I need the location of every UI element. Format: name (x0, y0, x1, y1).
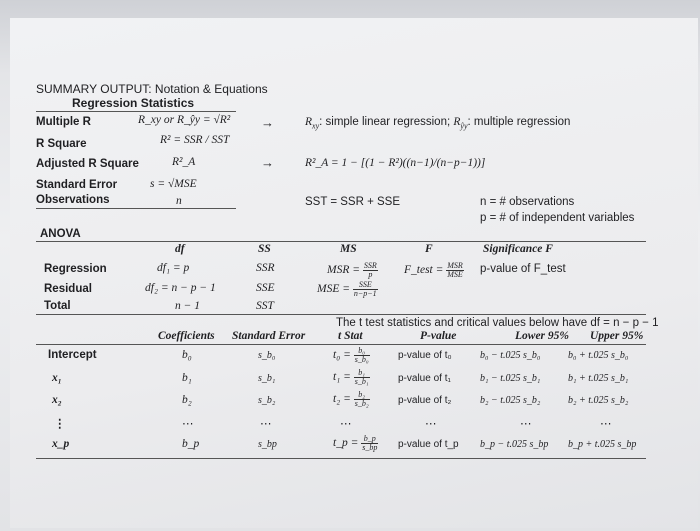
coef-value: b₂ (182, 394, 192, 406)
formula-r-square: R² = SSR / SST (160, 134, 230, 146)
coef-row-label: x₁ (52, 372, 62, 384)
ellipsis: ⋯ (520, 418, 532, 430)
anova-row-label: Residual (44, 283, 92, 295)
anova-residual-ms: MSE = $\frac{\text{SSE}}{n-p-1}$ (317, 280, 377, 298)
anova-col-significance-f: Significance F (483, 243, 553, 255)
anova-regression-ms: MSR = $\frac{\text{SSR}}{p}$ (327, 261, 377, 279)
coef-row-label: Intercept (48, 349, 97, 361)
coef-row-label: ⋮ (54, 418, 66, 430)
ellipsis: ⋯ (260, 418, 272, 430)
df-note: The t test statistics and critical values below have df = n − p − 1 (336, 317, 659, 329)
anova-regression-f: F_test = $\frac{\text{MSR}}{\text{MSE}}$ (404, 261, 463, 279)
coef-standard-error: s_bp (258, 439, 277, 450)
stat-label-adjusted-r-square: Adjusted R Square (36, 158, 139, 170)
coef-lower-95: b_p − t.025 s_bp (480, 439, 549, 450)
coef-value: b₀ (182, 349, 192, 361)
formula-observations: n (176, 195, 182, 207)
coef-row-label: x_p (52, 438, 70, 450)
stat-label-standard-error: Standard Error (36, 179, 118, 191)
coef-t-stat: t₂ = $\frac{\text{b₂}}{\text{s\_b₂}}$ (333, 390, 369, 408)
ellipsis: ⋯ (425, 418, 437, 430)
coef-value: b_p (182, 438, 200, 450)
coef-t-stat: t₁ = $\frac{\text{b₁}}{\text{s\_b₁}}$ (333, 368, 369, 386)
anova-row-label: Total (44, 300, 71, 312)
coef-value: b₁ (182, 372, 192, 384)
note-sst: SST = SSR + SSE (305, 196, 401, 208)
coef-p-value: p-value of t_p (398, 439, 459, 450)
coef-standard-error: s_b₁ (258, 373, 276, 384)
divider (36, 344, 646, 345)
divider (36, 111, 236, 112)
anova-regression-df: df₁ = p (157, 262, 190, 274)
formula-adjusted-r-square: R²_A (172, 156, 196, 168)
coef-p-value: p-value of t₂ (398, 395, 452, 406)
anova-col-ss: SS (258, 243, 271, 255)
divider (36, 458, 646, 459)
anova-regression-significance: p-value of F_test (480, 263, 566, 275)
coef-p-value: p-value of t₀ (398, 350, 452, 361)
coef-col-p-value: P-value (420, 330, 457, 342)
coef-upper-95: b₂ + t.025 s_b₂ (568, 395, 629, 406)
anova-regression-ss: SSR (256, 262, 275, 274)
coef-lower-95: b₂ − t.025 s_b₂ (480, 395, 541, 406)
note-multiple-r: $R_{xy}$: simple linear regression; $R_{ŷy}$: multiple regression (305, 116, 571, 131)
arrow-icon: → (261, 155, 274, 170)
page-title: SUMMARY OUTPUT: Notation & Equations (36, 82, 268, 96)
stat-label-r-square: R Square (36, 138, 87, 150)
coef-p-value: p-value of t₁ (398, 373, 451, 384)
coef-col-standard-error: Standard Error (232, 330, 306, 342)
coef-upper-95: b_p + t.025 s_bp (568, 439, 637, 450)
coef-t-stat: t_p = $\frac{b\_p}{s\_bp}$ (333, 434, 378, 452)
note-p-definition: p = # of independent variables (480, 212, 635, 224)
arrow-icon: → (261, 115, 274, 130)
coef-upper-95: b₀ + t.025 s_b₀ (568, 350, 629, 361)
coef-upper-95: b₁ + t.025 s_b₁ (568, 373, 629, 384)
regression-statistics-heading: Regression Statistics (72, 96, 195, 110)
anova-heading: ANOVA (40, 228, 81, 240)
anova-residual-ss: SSE (256, 282, 275, 294)
anova-col-ms: MS (340, 243, 357, 255)
formula-standard-error: s = √MSE (150, 178, 197, 190)
coef-col-lower-95: Lower 95% (515, 330, 569, 342)
coef-col-coefficients: Coefficients (158, 330, 215, 342)
anova-col-f: F (425, 243, 433, 255)
divider (36, 314, 646, 315)
coef-standard-error: s_b₀ (258, 350, 276, 361)
coef-row-label: x₂ (52, 394, 62, 406)
coef-col-upper-95: Upper 95% (590, 330, 644, 342)
anova-total-df: n − 1 (175, 300, 201, 312)
ellipsis: ⋯ (600, 418, 612, 430)
formula-multiple-r: R_xy or R_ŷy = √R² (138, 114, 231, 126)
stat-label-observations: Observations (36, 194, 110, 206)
coef-standard-error: s_b₂ (258, 395, 276, 406)
anova-col-df: df (175, 243, 185, 255)
note-adjusted-r-square: R²_A = 1 − [(1 − R²)((n−1)/(n−p−1))] (305, 157, 486, 169)
coef-lower-95: b₀ − t.025 s_b₀ (480, 350, 541, 361)
divider (36, 208, 236, 209)
anova-total-ss: SST (256, 300, 274, 312)
coef-lower-95: b₁ − t.025 s_b₁ (480, 373, 541, 384)
ellipsis: ⋯ (182, 418, 194, 430)
stat-label-multiple-r: Multiple R (36, 116, 91, 128)
anova-row-label: Regression (44, 263, 107, 275)
note-n-definition: n = # observations (480, 196, 575, 208)
coef-col-t-stat: t Stat (338, 330, 363, 342)
ellipsis: ⋯ (340, 418, 352, 430)
coef-t-stat: t₀ = $\frac{\text{b₀}}{\text{s\_b₀}}$ (333, 346, 369, 364)
divider (36, 241, 646, 242)
anova-residual-df: df₂ = n − p − 1 (145, 282, 216, 294)
